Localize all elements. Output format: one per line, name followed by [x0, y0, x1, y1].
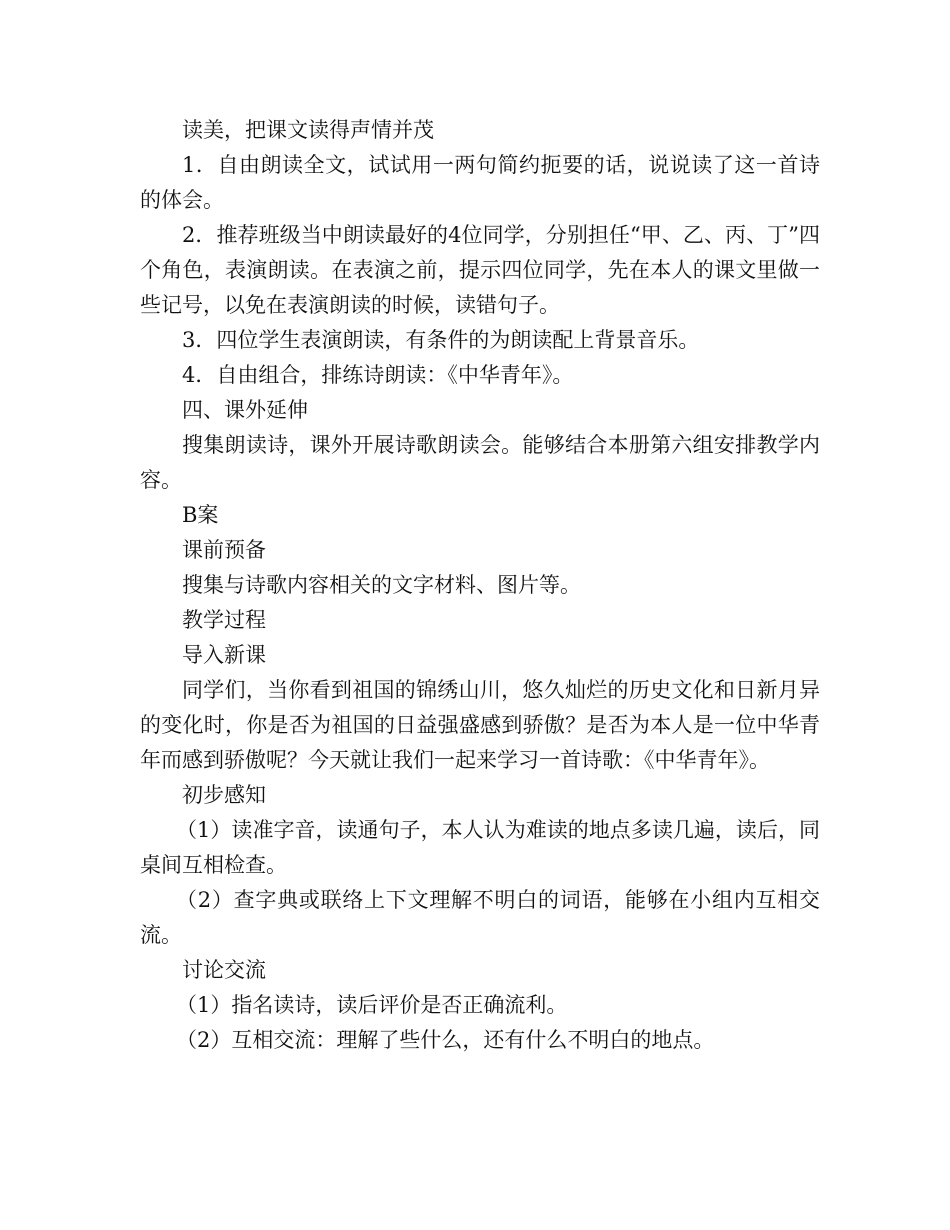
section-heading: 讨论交流 [182, 958, 266, 982]
paragraph: 搜集朗读诗，课外开展诗歌朗读会。能够结合本册第六组安排教学内容。 [140, 433, 820, 492]
paragraph: 2．推荐班级当中朗读最好的4位同学，分别担任“甲、乙、丙、丁”四个角色，表演朗读。在表演之前，提示四位同学，先在本人的课文里做一些记号，以免在表演朗读的时候，读错句子。 [140, 223, 820, 317]
section-heading: 四、课外延伸 [182, 398, 308, 422]
paragraph: 读美，把课文读得声情并茂 [182, 118, 434, 142]
section-heading: 初步感知 [182, 783, 266, 807]
paragraph: 同学们，当你看到祖国的锦绣山川，悠久灿烂的历史文化和日新月异的变化时，你是否为祖国的日益强盛感到骄傲？是否为本人是一位中华青年而感到骄傲呢？今天就让我们一起来学习一首诗歌：《中华青年》。 [140, 678, 820, 772]
paragraph: 4．自由组合，排练诗朗读：《中华青年》。 [182, 363, 574, 387]
section-heading: 课前预备 [182, 538, 266, 562]
paragraph: （1）读准字音，读通句子，本人认为难读的地点多读几遍，读后，同桌间互相检查。 [140, 818, 820, 877]
paragraph: （2）互相交流：理解了些什么，还有什么不明白的地点。 [176, 1028, 715, 1052]
section-heading: B案 [182, 503, 219, 527]
section-heading: 教学过程 [182, 608, 266, 632]
document-body [140, 113, 820, 1058]
paragraph: 1．自由朗读全文，试试用一两句简约扼要的话，说说读了这一首诗的体会。 [140, 153, 820, 212]
paragraph: 3．四位学生表演朗读，有条件的为朗读配上背景音乐。 [182, 328, 700, 352]
paragraph: （1）指名读诗，读后评价是否正确流利。 [176, 993, 568, 1017]
section-heading: 导入新课 [182, 643, 266, 667]
paragraph: 搜集与诗歌内容相关的文字材料、图片等。 [182, 573, 581, 597]
paragraph: （2）查字典或联络上下文理解不明白的词语，能够在小组内互相交流。 [140, 888, 820, 947]
